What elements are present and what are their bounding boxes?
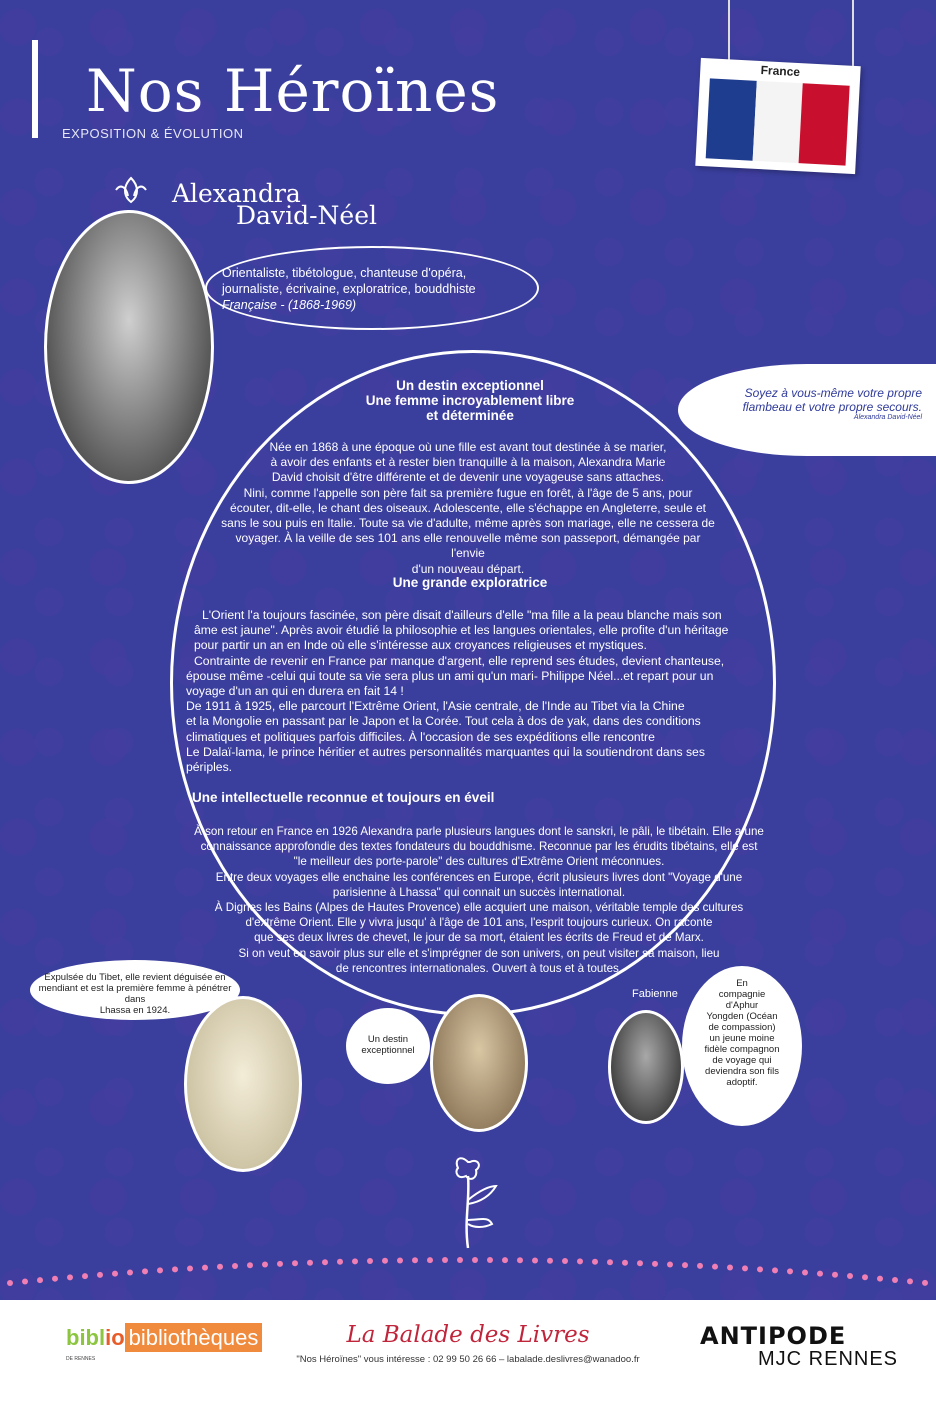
flag-string-left [728,0,730,66]
pink-dot [352,1258,358,1264]
section2-body [186,608,760,775]
paragraph-line: Contrainte de revenir en France par manque d'argent, elle reprend ses études, devient chanteuse, [194,653,725,668]
paragraph-line: connaissance approfondie des textes fondateurs du bouddhisme. Reconnue par les érudits tibétains, elle est [200,840,758,854]
bubble-line: Expulsée du Tibet, elle revient déguisée en [44,972,226,983]
pink-dot [847,1273,853,1279]
bubble-line: de voyage qui [712,1055,772,1066]
bio-nationality: Française - (1868-1969) [222,298,357,312]
heading-line: et déterminée [426,408,514,423]
paragraph-line: pour partir un an en Inde où elle s'intéresse aux croyances religieuses et mystiques. [194,638,647,653]
pink-dot [757,1266,763,1272]
bibliotheques-logo: biblio bibliothèques [66,1325,262,1351]
bubble-line: fidèle compagnon [704,1044,780,1055]
pink-dot [517,1257,523,1263]
pink-dot [322,1259,328,1265]
bubble-line: Lhassa en 1924. [99,1005,171,1016]
pink-dot [7,1280,13,1286]
pink-dot [247,1262,253,1268]
pink-dot [862,1274,868,1280]
pink-dot [382,1258,388,1264]
paragraph-line: Le Dalaï-lama, le prince héritier et autres personnalités marquantes qui la soutiendront dans ses [186,744,705,759]
pink-dot [727,1265,733,1271]
portrait-photo [44,210,214,484]
pink-dot [397,1258,403,1264]
pink-dot [682,1262,688,1268]
page-title: Nos Héroïnes [86,57,500,125]
flower-icon [440,1150,504,1250]
bubble-line: Yongden (Océan [706,1011,778,1022]
pink-dot [787,1268,793,1274]
bubble-line: adoptif. [726,1077,758,1088]
flag-card [695,58,860,174]
pink-dot [412,1257,418,1263]
bio-line: journaliste, écrivaine, exploratrice, bouddhiste [222,282,476,296]
bubble-line: En [736,978,748,989]
pink-dot [127,1270,133,1276]
pink-dot [187,1265,193,1271]
paragraph-line: David choisit d'être différente et de devenir une voyageuse sans attaches. [271,470,665,485]
paragraph-line: climatiques et politiques parfois difficiles. À l'occasion de ses expéditions elle rencontre [186,729,655,744]
person-last-name: David-Néel [236,201,377,230]
fabienne-label: Fabienne [632,988,678,1000]
pink-dots-arc [0,1248,936,1298]
bibliotheques-logo-text: bibliothèques [125,1323,263,1352]
paragraph-line: voyager. À la veille de ses 101 ans elle renouvelle même son passeport, démangée par l'envie [235,531,701,561]
bio-text [222,265,476,313]
pink-dot [142,1268,148,1274]
pink-dot [307,1260,313,1266]
paragraph-line: L'Orient l'a toujours fascinée, son père disait d'ailleurs d'elle "ma fille a la peau blanche mais son [202,608,722,622]
pink-dot [892,1277,898,1283]
pink-dot [532,1257,538,1263]
pink-dot [82,1273,88,1279]
section1-body [218,440,718,577]
contact-line: "Nos Héroïnes" vous intéresse : 02 99 50 26 66 – labalade.deslivres@wanadoo.fr [296,1354,640,1365]
pink-dot [277,1261,283,1267]
section2-heading: Une grande exploratrice [392,575,548,590]
heading-line: Une femme incroyablement libre [365,393,575,408]
pink-dot [202,1265,208,1271]
flag-stripe-white [752,81,803,163]
paragraph-line: De 1911 à 1925, elle parcourt l'Extrême Orient, l'Asie centrale, de l'Inde au Tibet via la Chine [186,699,685,714]
flag-stripe-blue [706,78,757,160]
paragraph-line: à avoir des enfants et à rester bien tranquille à la maison, Alexandra Marie [270,455,666,470]
paragraph-line: À Dignes les Bains (Alpes de Hautes Provence) elle acquiert une maison, véritable temple des cultures [214,901,744,915]
heading-line: Un destin exceptionnel [396,378,544,393]
paragraph-line: "le meilleur des porte-parole" des cultures d'Extrême Orient méconnues. [293,855,665,869]
pink-dot [772,1267,778,1273]
pink-dot [157,1267,163,1273]
pink-dot [697,1263,703,1269]
flag-string-right [852,0,854,66]
quote-line: Soyez à vous-même votre propre [744,386,922,400]
young-portrait-photo [430,994,528,1132]
traveler-photo [184,996,302,1172]
bubble-line: exceptionnel [361,1045,415,1056]
pink-dot [667,1261,673,1267]
paragraph-line: et la Mongolie en passant par le Japon et la Corée. Tout cela à dos de yak, dans des conditions [186,714,701,729]
companion-photo [608,1010,684,1124]
france-flag [706,78,850,165]
pink-dot [112,1271,118,1277]
pink-dot [172,1266,178,1272]
pink-dot [442,1257,448,1263]
pink-dot [817,1271,823,1277]
quote-line: flambeau et votre propre secours. [742,400,922,414]
paragraph-line: d'un nouveau départ. [411,561,525,576]
yongden-bubble [682,966,802,1126]
paragraph-line: de rencontres internationales. Ouvert à tous et à toutes. [335,961,623,975]
pink-dot [427,1257,433,1263]
ornament-icon [108,176,154,204]
bubble-line: Un destin [367,1034,409,1045]
pink-dot [217,1264,223,1270]
paragraph-line: que ses deux livres de chevet, le jour de sa mort, étaient les écrits de Freud et de Marx. [254,931,704,945]
bio-line: Orientaliste, tibétologue, chanteuse d'opéra, [222,266,467,280]
section1-heading [330,378,610,423]
pink-dot [52,1276,58,1282]
paragraph-line: Entre deux voyages elle enchaine les conférences en Europe, écrit plusieurs livres dont "Voyage d'une [215,870,743,884]
paragraph-line: Nini, comme l'appelle son père fait sa première fugue en forêt, à l'âge de 5 ans, pour [243,485,693,500]
section3-body [194,824,764,976]
paragraph-line: À son retour en France en 1926 Alexandra parle plusieurs langues dont le sanskri, le pâli, le tibétain. Elle a une [194,825,764,838]
pink-dot [97,1272,103,1278]
pink-dot [292,1260,298,1266]
quote-text [710,386,922,414]
pink-dot [502,1257,508,1263]
pink-dot [907,1278,913,1284]
page-subtitle: EXPOSITION & ÉVOLUTION [62,126,244,141]
pink-dot [562,1258,568,1264]
pink-dot [487,1257,493,1263]
flag-label: France [760,63,801,80]
paragraph-line: d'extrême Orient. Elle y vivra jusqu' à l'âge de 101 ans, l'esprit toujours curieux. On raconte [245,916,713,930]
bubble-line: de compassion) [708,1022,776,1033]
balade-title: La Balade des Livres [346,1322,590,1348]
pink-dot [607,1259,613,1265]
bubble-line: deviendra son fils [705,1066,779,1077]
pink-dot [577,1258,583,1264]
title-accent-bar [32,40,38,138]
pink-dot [472,1257,478,1263]
bubble-line: mendiant et est la première femme à pénétrer dans [38,983,232,1005]
person-first-name: Alexandra [172,179,301,208]
destin-bubble [346,1008,430,1084]
pink-dot [832,1272,838,1278]
pink-dot [712,1264,718,1270]
pink-dot [637,1260,643,1266]
paragraph-line: âme est jaune". Après avoir étudié la philosophie et les langues orientales, elle profite d'un héritage [194,623,729,638]
pink-dot [592,1259,598,1265]
pink-dot [67,1274,73,1280]
pink-dot [622,1260,628,1266]
paragraph-line: sans le sou puis en Italie. Toute sa vie d'adulte, même après son mariage, elle ne cessera de [221,516,715,531]
paragraph-line: voyage d'un an qui en durera en fait 14 ! [186,684,404,699]
bubble-line: d'Aphur [725,1000,759,1011]
pink-dot [337,1259,343,1265]
pink-dot [547,1258,553,1264]
quote-author: Alexandra David-Néel [853,414,922,421]
paragraph-line: écouter, dit-elle, le chant des oiseaux. Adolescente, elle s'échappe en Angleterre, seule et [230,500,706,515]
bubble-line: un jeune moine [709,1033,775,1044]
pink-dot [922,1280,928,1286]
pink-dot [742,1265,748,1271]
bibliotheques-sub: DE RENNES [66,1356,96,1362]
pink-dot [367,1258,373,1264]
antipode-logo: ANTIPODE [700,1322,847,1350]
paragraph-line: périples. [186,760,233,775]
paragraph-line: épouse même -celui qui toute sa vie sera plus un ami qu'un mari- Philippe Néel...et repart pour un [186,668,714,683]
pink-dot [22,1279,28,1285]
pink-dot [457,1257,463,1263]
bubble-line: compagnie [718,989,766,1000]
paragraph-line: Née en 1868 à une époque où une fille est avant tout destinée à se marier, [269,440,667,454]
paragraph-line: Si on veut en savoir plus sur elle et s'imprégner de son univers, on peut visiter sa maison, lieu [238,946,720,960]
pink-dot [232,1263,238,1269]
pink-dot [37,1277,43,1283]
paragraph-line: parisienne à Lhassa" qui connait un succès international. [332,885,626,899]
pink-dot [877,1276,883,1282]
pink-dot [652,1261,658,1267]
mjc-rennes-logo: MJC RENNES [758,1348,899,1370]
flag-stripe-red [799,83,850,165]
pink-dot [262,1262,268,1268]
section3-heading: Une intellectuelle reconnue et toujours en éveil [192,790,495,805]
pink-dot [802,1269,808,1275]
